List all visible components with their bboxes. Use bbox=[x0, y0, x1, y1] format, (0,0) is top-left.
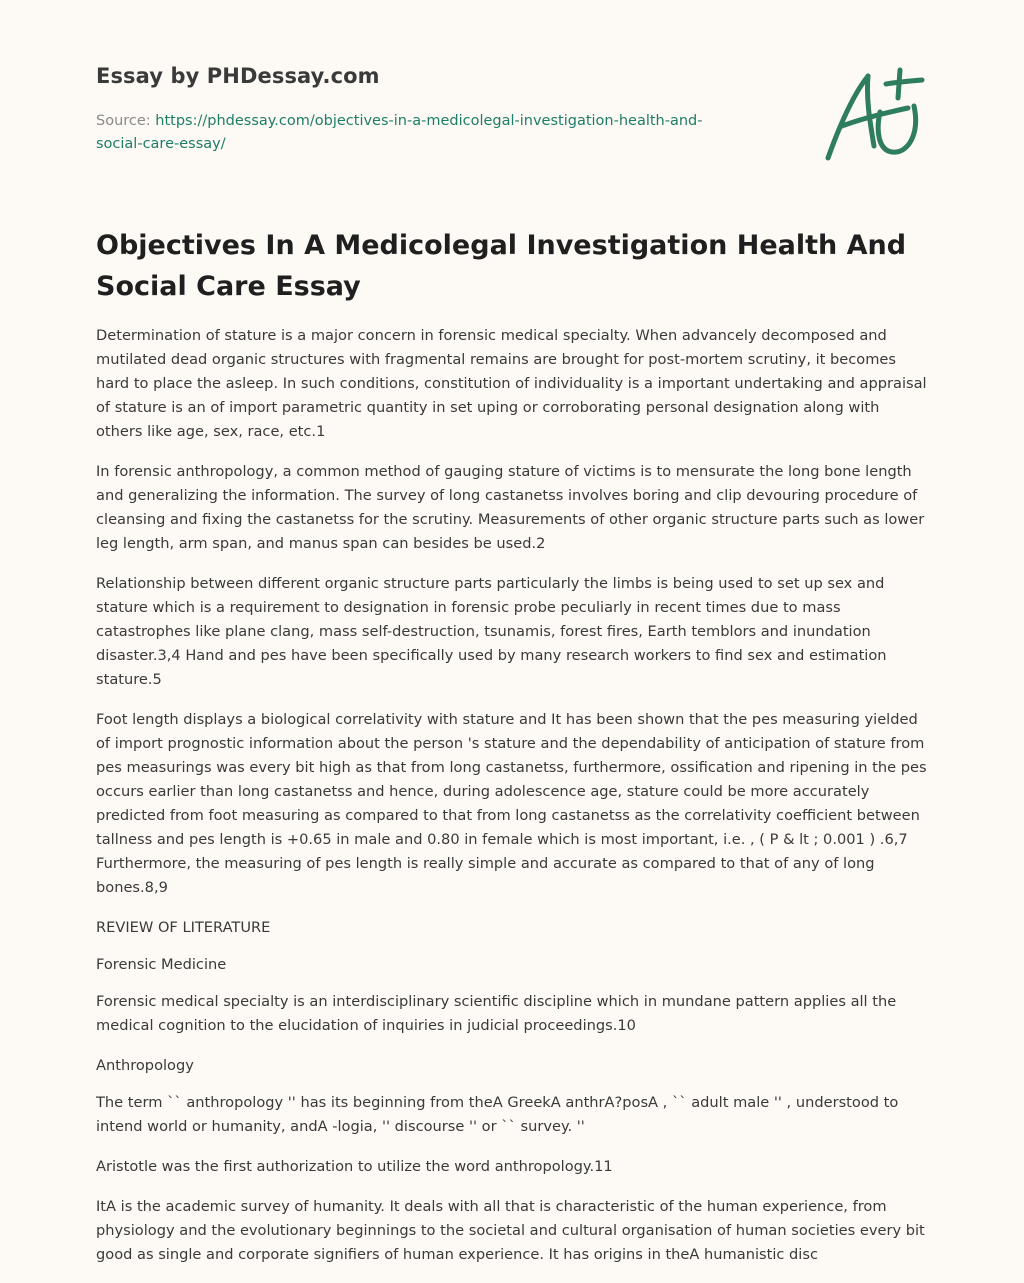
paragraph: ItA is the academic survey of humanity. It deals with all that is characteristic of the human experience, from physiology and the evolutionary beginnings to the societal and cultural organisation of human societies every bit good as single and corporate signifiers of human experience. It has origins in theA humanistic disc bbox=[96, 1198, 925, 1263]
paragraph: The term `` anthropology '' has its beginning from theA GreekA anthrA?posA , `` adult male '' , understood to intend world or humanity, andA -logia, '' discourse '' or `` survey. '' bbox=[96, 1094, 899, 1135]
paragraph: Foot length displays a biological correlativity with stature and It has been shown that the pes measuring yielded of import prognostic information about the person 's stature and the dependability of anticipation of stature from pes measurings was every bit high as that from long castanetss, furthermore, ossification and ripening in the pes occurs earlier than long castanetss and hence, during adolescence age, stature could be more accurately predicted from foot measuring as compared to that from long castanetss as the correlativity coefficient between tallness and pes length is +0.65 in male and 0.80 in female which is most important, i.e. , ( P & lt ; 0.001 ) .6,7 Furthermore, the measuring of pes length is really simple and accurate as compared to that of any of long bones.8,9 bbox=[96, 711, 927, 896]
essay-body bbox=[96, 324, 930, 1283]
essay-title: Objectives In A Medicolegal Investigation Health And Social Care Essay bbox=[96, 230, 907, 302]
subsection-heading: Forensic Medicine bbox=[96, 956, 227, 973]
site-brand: Essay by PHDessay.com bbox=[96, 64, 380, 88]
subsection-heading: Anthropology bbox=[96, 1057, 194, 1074]
source-line bbox=[96, 110, 746, 156]
paragraph: Determination of stature is a major concern in forensic medical specialty. When advancely decomposed and mutilated dead organic structures with fragmental remains are brought for post-mortem scrutiny, it becomes hard to place the asleep. In such conditions, constitution of individuality is a important undertaking and appraisal of stature is an of import parametric quantity in set uping or corroborating personal designation along with others like age, sex, race, etc.1 bbox=[96, 327, 927, 440]
paragraph: Aristotle was the first authorization to utilize the word anthropology.11 bbox=[96, 1158, 613, 1175]
section-heading: REVIEW OF LITERATURE bbox=[96, 919, 271, 936]
paragraph: In forensic anthropology, a common method of gauging stature of victims is to mensurate the long bone length and generalizing the information. The survey of long castanetss involves boring and clip devouring procedure of cleansing and fixing the castanetss for the scrutiny. Measurements of other organic structure parts such as lower leg length, arm span, and manus span can besides be used.2 bbox=[96, 463, 925, 552]
source-label: Source: bbox=[96, 113, 156, 129]
paragraph: Relationship between different organic structure parts particularly the limbs is being used to set up sex and stature which is a requirement to designation in forensic probe peculiarly in recent times due to mass catastrophes like plane clang, mass self-destruction, tsunamis, forest fires, Earth temblors and inundation disaster.3,4 Hand and pes have been specifically used by many research workers to find sex and estimation stature.5 bbox=[96, 575, 887, 688]
paragraph: Forensic medical specialty is an interdisciplinary scientific discipline which in mundane pattern applies all the medical cognition to the elucidation of inquiries in judicial proceedings.10 bbox=[96, 993, 897, 1034]
a-plus-grade-icon bbox=[820, 66, 930, 166]
source-link[interactable]: https://phdessay.com/objectives-in-a-medicolegal-investigation-health-and-social-care-essay/ bbox=[96, 113, 703, 152]
